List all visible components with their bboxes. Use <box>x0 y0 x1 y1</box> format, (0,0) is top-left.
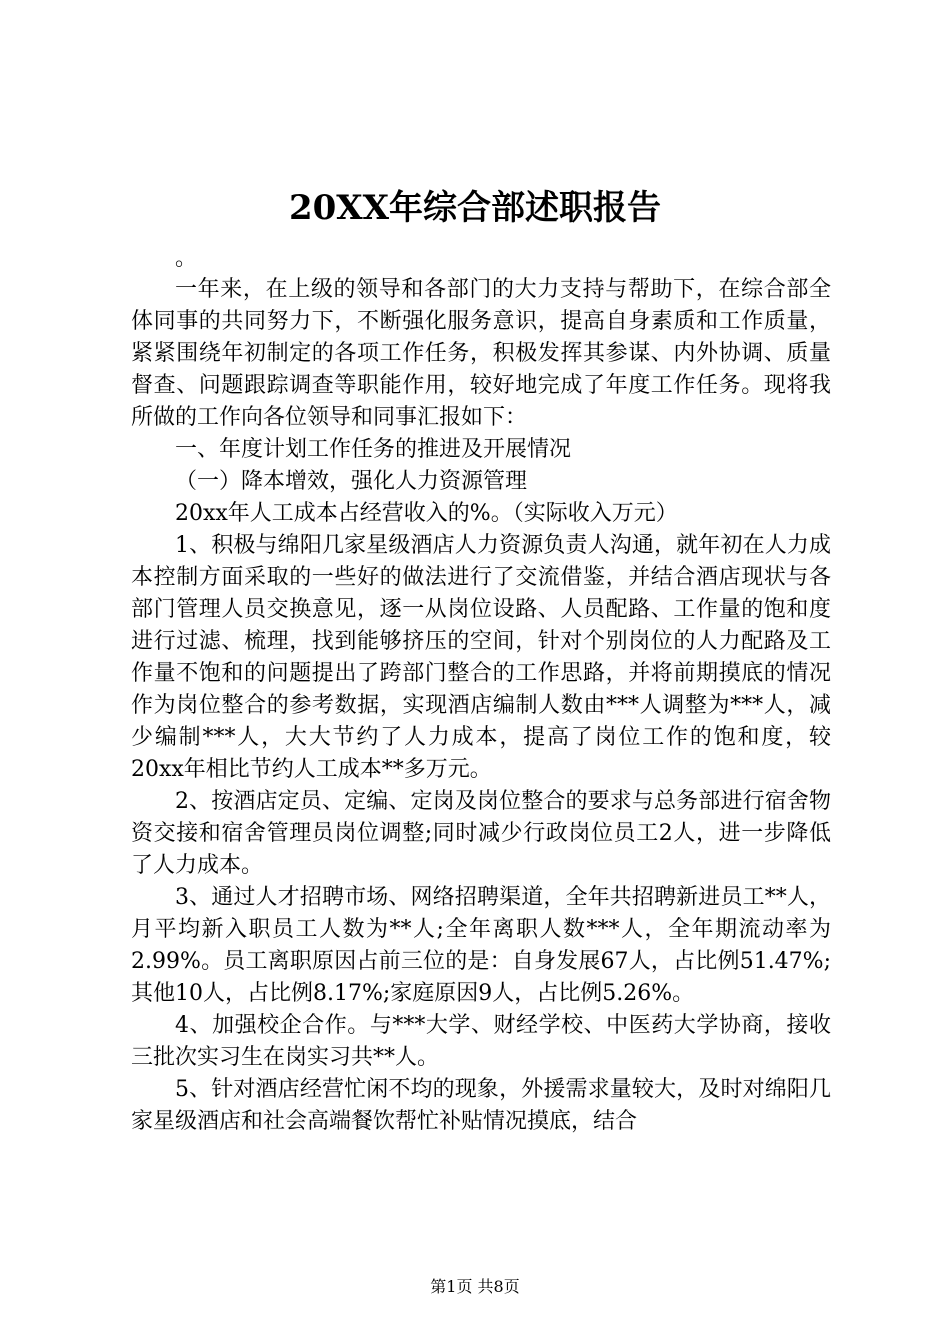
intro-paragraph: 一年来，在上级的领导和各部门的大力支持与帮助下，在综合部全体同事的共同努力下，不断强化服务意识，提高自身素质和工作质量，紧紧围绕年初制定的各项工作任务，积极发挥其参谋、内外协调、质量督查、问题跟踪调查等职能作用，较好地完成了年度工作任务。现将我所做的工作向各位领导和同事汇报如下： <box>131 277 831 430</box>
document-title: 20XX年综合部述职报告 <box>288 188 662 228</box>
leading-mark: 。 <box>175 246 198 271</box>
item-5-paragraph: 5、针对酒店经营忙闲不均的现象，外援需求量较大，及时对绵阳几家星级酒店和社会高端餐饮帮忙补贴情况摸底，结合 <box>131 1077 831 1134</box>
section-heading: 一、年度计划工作任务的推进及开展情况 <box>175 437 572 462</box>
item-2-paragraph: 2、按酒店定员、定编、定岗及岗位整合的要求与总务部进行宿舍物资交接和宿舍管理员岗位调整;同时减少行政岗位员工2人，进一步降低了人力成本。 <box>131 789 831 878</box>
item-3-paragraph: 3、通过人才招聘市场、网络招聘渠道，全年共招聘新进员工**人，月平均新入职员工人数为**人;全年离职人数***人，全年期流动率为2.99%。员工离职原因占前三位的是：自身发展67人，占比例51.47%;其他10人，占比例8.17%;家庭原因9人，占比例5.26%。 <box>131 885 831 1006</box>
item-4-paragraph: 4、加强校企合作。与***大学、财经学校、中医药大学协商，接收三批次实习生在岗实习共**人。 <box>131 1013 831 1070</box>
item-1-paragraph: 1、积极与绵阳几家星级酒店人力资源负责人沟通，就年初在人力成本控制方面采取的一些好的做法进行了交流借鉴，并结合酒店现状与各部门管理人员交换意见，逐一从岗位设路、人员配路、工作量的饱和度进行过滤、梳理，找到能够挤压的空间，针对个别岗位的人力配路及工作量不饱和的问题提出了跨部门整合的工作思路，并将前期摸底的情况作为岗位整合的参考数据，实现酒店编制人数由***人调整为***人，减少编制***人，大大节约了人力成本，提高了岗位工作的饱和度，较20xx年相比节约人工成本**多万元。 <box>131 533 831 782</box>
cost-ratio-paragraph: 20xx年人工成本占经营收入的%。（实际收入万元） <box>175 501 678 526</box>
document-body <box>131 246 831 1138</box>
page-footer: 第1页 共8页 <box>430 1277 520 1296</box>
subsection-heading: （一）降本增效，强化人力资源管理 <box>175 469 528 494</box>
